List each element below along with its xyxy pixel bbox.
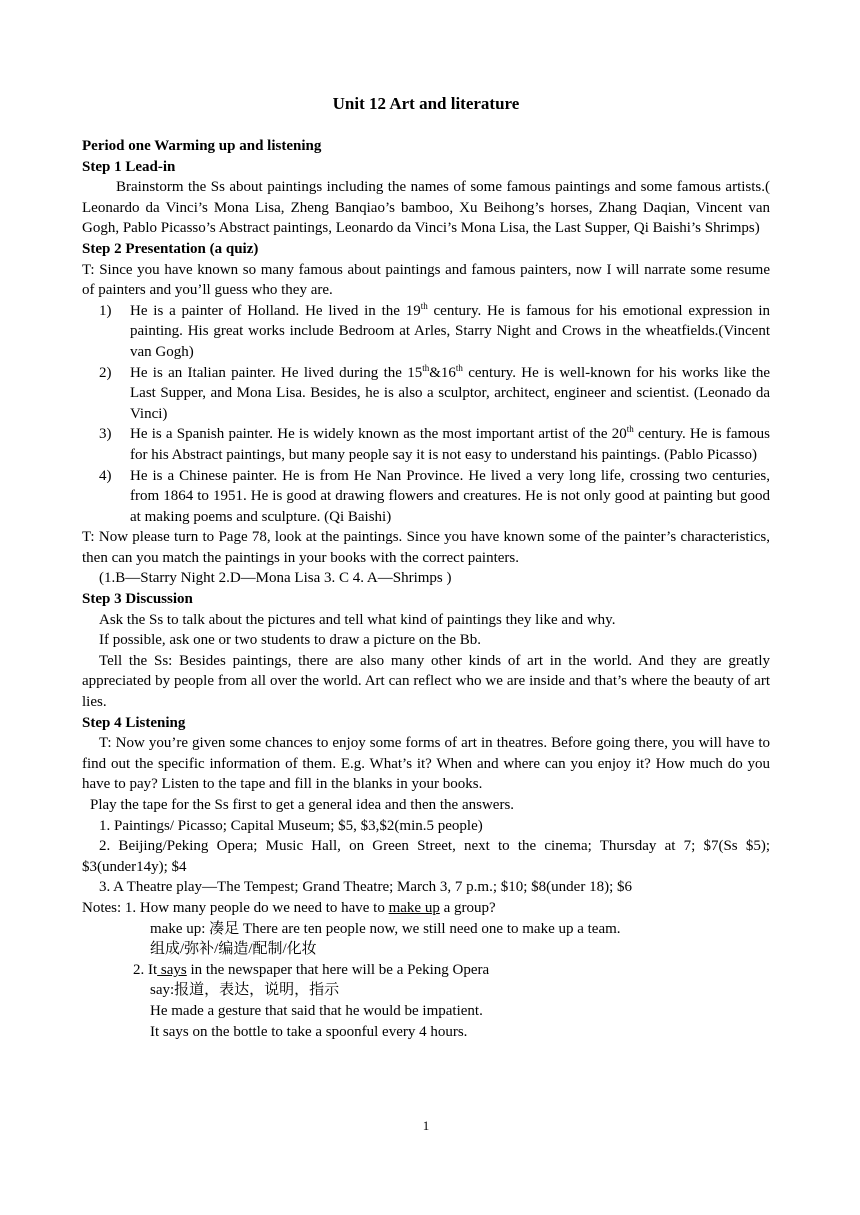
quiz-item-text: century. He is well-known for his works like the Last Supper, and Mona Lisa. Besides, he is also a sculptor, architect, engineer and scientist. (Leonado da Vinci) bbox=[130, 364, 770, 422]
step2-intro: T: Since you have known so many famous about paintings and famous painters, now I will narrate some resume of painters and you’ll guess who they are. bbox=[82, 261, 770, 299]
note-2 bbox=[82, 960, 770, 981]
superscript: th bbox=[422, 362, 430, 373]
quiz-item-text: He is a Spanish painter. He is widely known as the most important artist of the 20 bbox=[130, 426, 627, 443]
quiz-item-number: 2) bbox=[99, 364, 112, 381]
listening-answer-3: 3. A Theatre play—The Tempest; Grand Theatre; March 3, 7 p.m.; $10; $8(under 18); $6 bbox=[99, 879, 632, 896]
quiz-item bbox=[82, 363, 770, 425]
note-2-example-1: He made a gesture that said that he would be impatient. bbox=[150, 1002, 483, 1019]
step4-heading: Step 4 Listening bbox=[82, 714, 186, 731]
step2-outro: T: Now please turn to Page 78, look at the paintings. Since you have known some of the painter’s characteristics, then can you match the paintings in your books with the correct painters. bbox=[82, 529, 770, 566]
note-text: in the newspaper that here will be a Peking Opera bbox=[186, 961, 490, 978]
page-title: Unit 12 Art and literature bbox=[332, 94, 520, 113]
underlined-phrase: make up bbox=[388, 899, 440, 916]
quiz-item-text: He is an Italian painter. He lived during the 15 bbox=[130, 364, 423, 381]
quiz-item-text: He is a Chinese painter. He is from He Nan Province. He lived a very long life, crossing two centuries, from 1864 to 1951. He is good at drawing flowers and creatures. He is not only good at painting but good at making poems and sculpture. (Qi Baishi) bbox=[130, 467, 770, 525]
period-heading: Period one Warming up and listening bbox=[82, 138, 322, 154]
step3-p1: Ask the Ss to talk about the pictures and tell what kind of paintings they like and why. bbox=[99, 611, 616, 628]
quiz-item-number: 4) bbox=[99, 467, 112, 484]
quiz-item-text: &16 bbox=[429, 364, 456, 381]
note-text: Notes: 1. How many people do we need to have to bbox=[82, 899, 389, 916]
step2-answers: (1.B—Starry Night 2.D—Mona Lisa 3. C 4. A—Shrimps ) bbox=[99, 570, 452, 587]
note-2-meanings: say:报道，表达，说明，指示 bbox=[150, 982, 340, 999]
superscript: th bbox=[420, 300, 428, 311]
underlined-phrase: says bbox=[157, 961, 187, 978]
quiz-item-text: He is a painter of Holland. He lived in the 19 bbox=[130, 302, 421, 319]
superscript: th bbox=[455, 362, 463, 373]
step4-p1: T: Now you’re given some chances to enjoy some forms of art in theatres. Before going there, you will have to find out the specific information of them. E.g. What’s it? When and where can you enjoy it? How much do you have to pay? Listen to the tape and fill in the blanks in your books. bbox=[82, 735, 770, 793]
page-number: 1 bbox=[422, 1118, 430, 1133]
note-1 bbox=[82, 898, 770, 919]
step2-heading: Step 2 Presentation (a quiz) bbox=[82, 240, 259, 257]
quiz-item bbox=[82, 424, 770, 465]
note-1-example: make up: 凑足 There are ten people now, we still need one to make up a team. bbox=[150, 920, 621, 937]
quiz-item-text: century. He is famous for his emotional expression in painting. His great works include Bedroom at Arles, Starry Night and Crows in the wheatfields.(Vincent van Gogh) bbox=[130, 302, 770, 360]
quiz-item-text: century. He is famous for his Abstract paintings, but many people say it is not easy to understand his paintings. (Pablo Picasso) bbox=[130, 426, 770, 463]
step1-heading: Step 1 Lead-in bbox=[82, 158, 176, 175]
quiz-list bbox=[82, 301, 770, 528]
superscript: th bbox=[626, 424, 634, 435]
note-text: 2. It bbox=[133, 961, 158, 978]
step3-heading: Step 3 Discussion bbox=[82, 591, 193, 608]
step3-p3: Tell the Ss: Besides paintings, there are also many other kinds of art in the world. And they are greatly appreciated by people from all over the world. Art can reflect who we are inside and that’s where the beauty of art lies. bbox=[82, 652, 770, 711]
note-2-example-2: It says on the bottle to take a spoonful every 4 hours. bbox=[150, 1023, 468, 1040]
listening-answer-2: 2. Beijing/Peking Opera; Music Hall, on Green Street, next to the cinema; Thursday at 7; $7(Ss $5); $3(under14y); $4 bbox=[82, 838, 770, 875]
quiz-item-number: 1) bbox=[99, 302, 112, 319]
quiz-item bbox=[82, 466, 770, 528]
quiz-item-number: 3) bbox=[99, 426, 112, 443]
step1-text: Brainstorm the Ss about paintings including the names of some famous paintings and some famous artists.( Leonardo da Vinci’s Mona Lisa, Zheng Banqiao’s bamboo, Xu Beihong’s horses, Zhang Daqian, Vincent van Gogh, Pablo Picasso’s Abstract paintings, Leonardo da Vinci’s Mona Lisa, the Last Supper, Qi Baishi’s Shrimps) bbox=[82, 179, 770, 237]
listening-answer-1: 1. Paintings/ Picasso; Capital Museum; $5, $3,$2(min.5 people) bbox=[99, 817, 483, 834]
quiz-item bbox=[82, 301, 770, 363]
note-1-meanings: 组成/弥补/编造/配制/化妆 bbox=[150, 941, 317, 958]
step4-p2: Play the tape for the Ss first to get a general idea and then the answers. bbox=[90, 797, 515, 813]
document-body bbox=[82, 136, 770, 1042]
note-text: a group? bbox=[439, 899, 496, 916]
step3-p2: If possible, ask one or two students to draw a picture on the Bb. bbox=[99, 632, 482, 649]
